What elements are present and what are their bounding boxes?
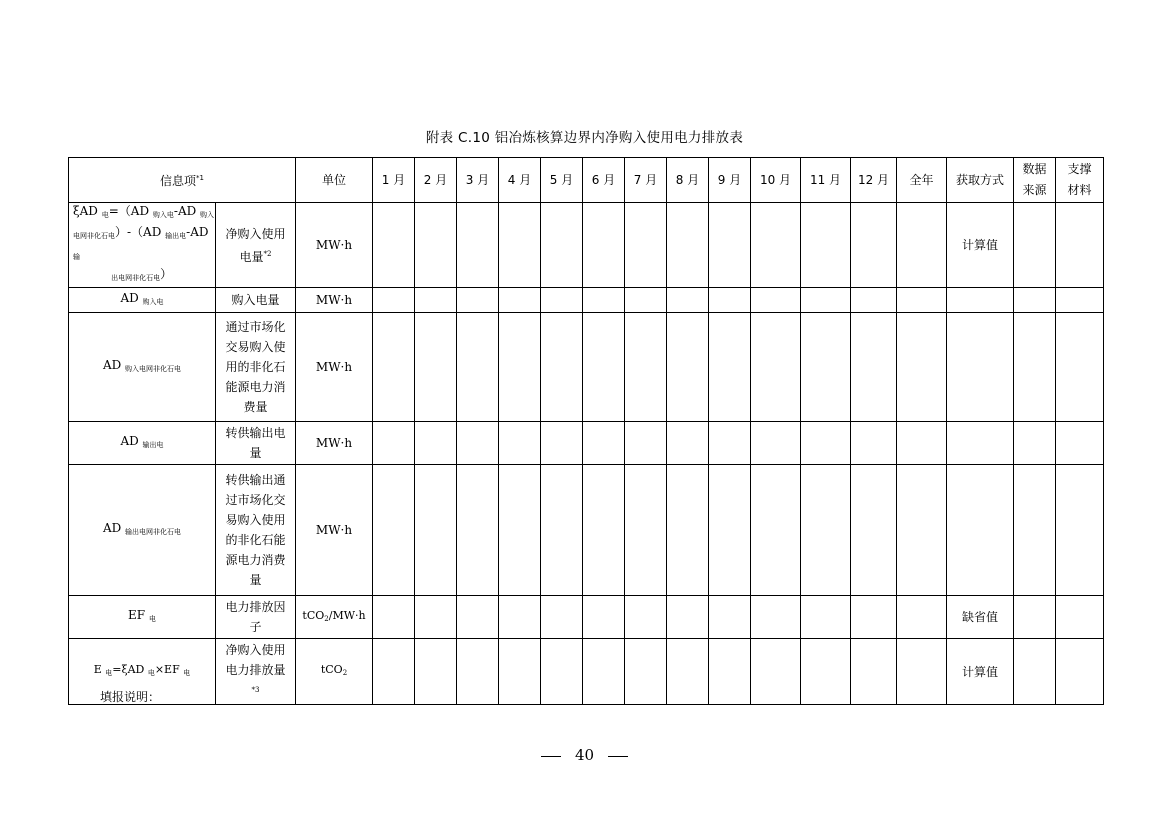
cell-year[interactable] [897,639,947,705]
row-item: AD $_{输出电网非化石电}$ [69,465,216,596]
cell-support[interactable] [1056,313,1104,422]
header-unit: 单位 [296,158,373,203]
row-method: 计算值 [947,639,1014,705]
cell-month-8[interactable] [667,203,709,288]
cell-month-4[interactable] [499,288,541,313]
header-month-8: 8 月 [667,158,709,203]
header-month-2: 2 月 [415,158,457,203]
cell-month-9[interactable] [709,203,751,288]
cell-month-8[interactable] [667,465,709,596]
cell-month-5[interactable] [541,465,583,596]
cell-year[interactable] [897,288,947,313]
cell-year[interactable] [897,465,947,596]
cell-year[interactable] [897,596,947,639]
row-description: 电力排放因 子 [216,596,296,639]
table-row [69,596,1104,639]
row-description: 通过市场化 交易购入使 用的非化石 能源电力消 费量 [216,313,296,422]
row-unit: tCO$_2$/MW·h [296,596,373,639]
cell-month-2[interactable] [415,465,457,596]
header-method: 获取方式 [947,158,1014,203]
cell-month-11[interactable] [801,596,851,639]
cell-source[interactable] [1014,313,1056,422]
footnote: 填报说明： [100,690,161,704]
cell-month-4[interactable] [499,639,541,705]
cell-month-1[interactable] [373,313,415,422]
cell-month-2[interactable] [415,313,457,422]
cell-month-12[interactable] [851,288,897,313]
cell-month-8[interactable] [667,422,709,465]
row-description: 转供输出电 量 [216,422,296,465]
cell-source[interactable] [1014,422,1056,465]
table-row [69,422,1104,465]
cell-month-12[interactable] [851,596,897,639]
cell-year[interactable] [897,313,947,422]
row-method [947,422,1014,465]
header-month-7: 7 月 [625,158,667,203]
cell-month-6[interactable] [583,639,625,705]
cell-month-7[interactable] [625,465,667,596]
cell-year[interactable] [897,422,947,465]
cell-month-3[interactable] [457,203,499,288]
row-unit: MW·h [296,465,373,596]
cell-month-1[interactable] [373,596,415,639]
cell-month-7[interactable] [625,203,667,288]
cell-support[interactable] [1056,596,1104,639]
table-row [69,203,1104,288]
row-unit: MW·h [296,203,373,288]
row-description: 转供输出通 过市场化交 易购入使用 的非化石能 源电力消费 量 [216,465,296,596]
cell-month-7[interactable] [625,288,667,313]
cell-month-8[interactable] [667,288,709,313]
cell-month-2[interactable] [415,203,457,288]
cell-month-6[interactable] [583,203,625,288]
cell-month-2[interactable] [415,422,457,465]
cell-month-6[interactable] [583,596,625,639]
cell-month-5[interactable] [541,422,583,465]
cell-month-5[interactable] [541,288,583,313]
cell-month-7[interactable] [625,313,667,422]
cell-month-11[interactable] [801,465,851,596]
cell-month-10[interactable] [751,288,801,313]
cell-month-9[interactable] [709,422,751,465]
cell-month-6[interactable] [583,465,625,596]
cell-month-2[interactable] [415,288,457,313]
cell-month-10[interactable] [751,596,801,639]
header-month-12: 12 月 [851,158,897,203]
header-month-9: 9 月 [709,158,751,203]
cell-month-7[interactable] [625,422,667,465]
row-item: E $_电$=ξAD $_电$×EF $_电$ [69,639,216,705]
cell-month-9[interactable] [709,313,751,422]
cell-month-12[interactable] [851,639,897,705]
row-item: AD $_{输出电}$ [69,422,216,465]
cell-month-5[interactable] [541,203,583,288]
cell-support[interactable] [1056,288,1104,313]
cell-month-11[interactable] [801,313,851,422]
cell-source[interactable] [1014,639,1056,705]
cell-month-5[interactable] [541,313,583,422]
row-method: 缺省值 [947,596,1014,639]
cell-month-4[interactable] [499,465,541,596]
page-number: 40 [0,746,1169,764]
row-description: 净购入使用 电力排放量 $^{*3}$ [216,639,296,705]
header-month-11: 11 月 [801,158,851,203]
cell-month-7[interactable] [625,596,667,639]
row-method [947,465,1014,596]
cell-month-3[interactable] [457,313,499,422]
cell-month-1[interactable] [373,422,415,465]
cell-month-1[interactable] [373,465,415,596]
cell-month-4[interactable] [499,203,541,288]
cell-month-3[interactable] [457,288,499,313]
cell-month-6[interactable] [583,288,625,313]
table-row [69,288,1104,313]
row-item: AD $_{购入电网非化石电}$ [69,313,216,422]
cell-month-1[interactable] [373,639,415,705]
row-method: 计算值 [947,203,1014,288]
cell-month-10[interactable] [751,203,801,288]
cell-month-5[interactable] [541,639,583,705]
row-unit: MW·h [296,313,373,422]
row-description: 净购入使用电量$^{*2}$ [216,203,296,288]
header-support: 支撑 材料 [1056,158,1104,203]
header-month-1: 1 月 [373,158,415,203]
emission-table [68,157,1104,705]
cell-support[interactable] [1056,422,1104,465]
cell-month-4[interactable] [499,422,541,465]
cell-month-11[interactable] [801,639,851,705]
cell-month-6[interactable] [583,313,625,422]
cell-month-12[interactable] [851,465,897,596]
cell-month-12[interactable] [851,422,897,465]
cell-source[interactable] [1014,203,1056,288]
cell-support[interactable] [1056,203,1104,288]
cell-month-10[interactable] [751,465,801,596]
cell-source[interactable] [1014,596,1056,639]
cell-month-3[interactable] [457,422,499,465]
cell-month-11[interactable] [801,203,851,288]
row-item-formula: ξAD $_电$=（AD $_{购入电}$-AD $_{购入}$ $_{电网非化石电}$）-（AD $_{输出电}$-AD $_输$ $_{出电网非化石电}$） [69,203,216,288]
cell-month-3[interactable] [457,596,499,639]
table-row [69,465,1104,596]
cell-month-10[interactable] [751,639,801,705]
cell-month-6[interactable] [583,422,625,465]
header-info: 信息项$^{*1}$ [69,158,296,203]
header-month-5: 5 月 [541,158,583,203]
cell-source[interactable] [1014,288,1056,313]
cell-month-12[interactable] [851,203,897,288]
row-method [947,313,1014,422]
cell-month-11[interactable] [801,422,851,465]
row-unit: tCO$_2$ [296,639,373,705]
cell-month-11[interactable] [801,288,851,313]
cell-month-1[interactable] [373,203,415,288]
header-month-10: 10 月 [751,158,801,203]
cell-month-12[interactable] [851,313,897,422]
cell-month-4[interactable] [499,596,541,639]
cell-month-8[interactable] [667,313,709,422]
cell-month-10[interactable] [751,422,801,465]
table-title: 附表 C.10 铝冶炼核算边界内净购入使用电力排放表 [425,130,744,146]
cell-month-2[interactable] [415,596,457,639]
cell-month-4[interactable] [499,313,541,422]
cell-month-9[interactable] [709,639,751,705]
header-month-4: 4 月 [499,158,541,203]
cell-support[interactable] [1056,639,1104,705]
cell-month-9[interactable] [709,465,751,596]
cell-month-1[interactable] [373,288,415,313]
table-row [69,313,1104,422]
header-source: 数据 来源 [1014,158,1056,203]
cell-month-10[interactable] [751,313,801,422]
header-year: 全年 [897,158,947,203]
row-unit: MW·h [296,422,373,465]
row-unit: MW·h [296,288,373,313]
header-row [69,158,1104,203]
row-description: 购入电量 [216,288,296,313]
cell-month-8[interactable] [667,639,709,705]
row-item: AD $_{购入电}$ [69,288,216,313]
row-method [947,288,1014,313]
cell-month-9[interactable] [709,596,751,639]
row-item: EF $_电$ [69,596,216,639]
cell-month-9[interactable] [709,288,751,313]
cell-month-3[interactable] [457,639,499,705]
cell-year[interactable] [897,203,947,288]
cell-month-3[interactable] [457,465,499,596]
cell-source[interactable] [1014,465,1056,596]
cell-month-8[interactable] [667,596,709,639]
cell-month-2[interactable] [415,639,457,705]
cell-month-5[interactable] [541,596,583,639]
table-row [69,639,1104,705]
cell-month-7[interactable] [625,639,667,705]
header-month-6: 6 月 [583,158,625,203]
header-month-3: 3 月 [457,158,499,203]
cell-support[interactable] [1056,465,1104,596]
